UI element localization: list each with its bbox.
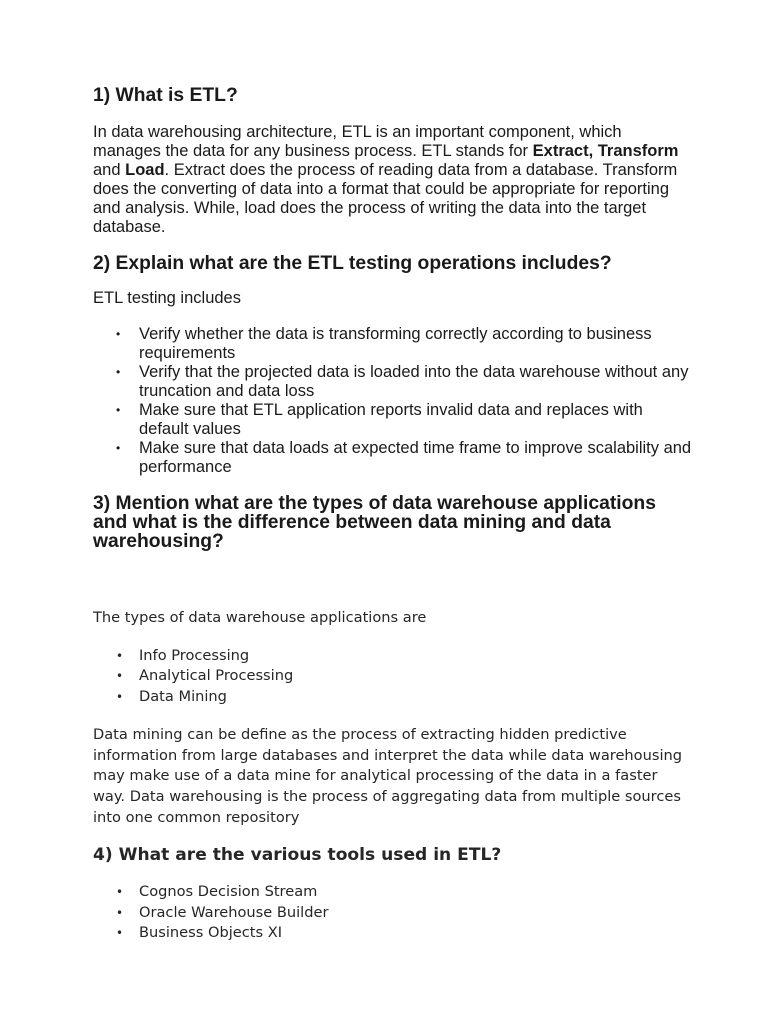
q1-answer <box>93 123 693 237</box>
document-page <box>93 86 693 944</box>
q3-intro: The types of data warehouse applications are <box>93 609 427 626</box>
list-item: • Info Processing <box>93 646 693 667</box>
list-item: • Data Mining <box>93 687 693 708</box>
q1-section <box>93 86 693 237</box>
q3-answer-section <box>93 608 693 828</box>
q2-list <box>93 325 693 477</box>
list-item: • Oracle Warehouse Builder <box>93 903 693 924</box>
list-item: • Analytical Processing <box>93 666 693 687</box>
list-item: • Make sure that data loads at expected time frame to improve scalability and performance <box>93 439 693 477</box>
list-item: • Business Objects XI <box>93 923 693 944</box>
q3-body: Data mining can be define as the process of extracting hidden predictive information from large databases and interpret the data while data warehousing may make use of a data mine for analytical processing of the data in a faster way. Data warehousing is the process of aggregating data from multiple sources into one common repository <box>93 725 683 826</box>
q1-answer-bold-2: Load <box>125 161 165 179</box>
q2-section <box>93 254 693 477</box>
q1-heading: 1) What is ETL? <box>93 85 238 106</box>
q4-section <box>93 845 693 944</box>
list-item: • Cognos Decision Stream <box>93 882 693 903</box>
list-item: • Verify whether the data is transforming correctly according to business requirements <box>93 325 693 363</box>
q4-list <box>93 882 693 944</box>
q2-heading: 2) Explain what are the ETL testing operations includes? <box>93 253 612 274</box>
q3-list <box>93 646 693 708</box>
q4-heading: 4) What are the various tools used in ETL? <box>93 845 502 866</box>
q2-intro: ETL testing includes <box>93 289 241 307</box>
list-item: • Verify that the projected data is loaded into the data warehouse without any truncation and data loss <box>93 363 693 401</box>
q3-heading: 3) Mention what are the types of data warehouse applications and what is the difference between data mining and data warehousing? <box>93 493 656 552</box>
q3-section <box>93 494 693 551</box>
q1-answer-text-3: . Extract does the process of reading data from a database. Transform does the converting of data into a format that could be appropriate for reporting and analysis. While, load does the process of writing the data into the target database. <box>93 161 678 236</box>
list-item: • Make sure that ETL application reports invalid data and replaces with default values <box>93 401 693 439</box>
q1-answer-text-1: In data warehousing architecture, ETL is an important component, which manages the data for any business process. ETL stands for <box>93 123 622 160</box>
q1-answer-text-2: and <box>93 161 126 179</box>
q1-answer-bold-1: Extract, Transform <box>532 142 679 160</box>
